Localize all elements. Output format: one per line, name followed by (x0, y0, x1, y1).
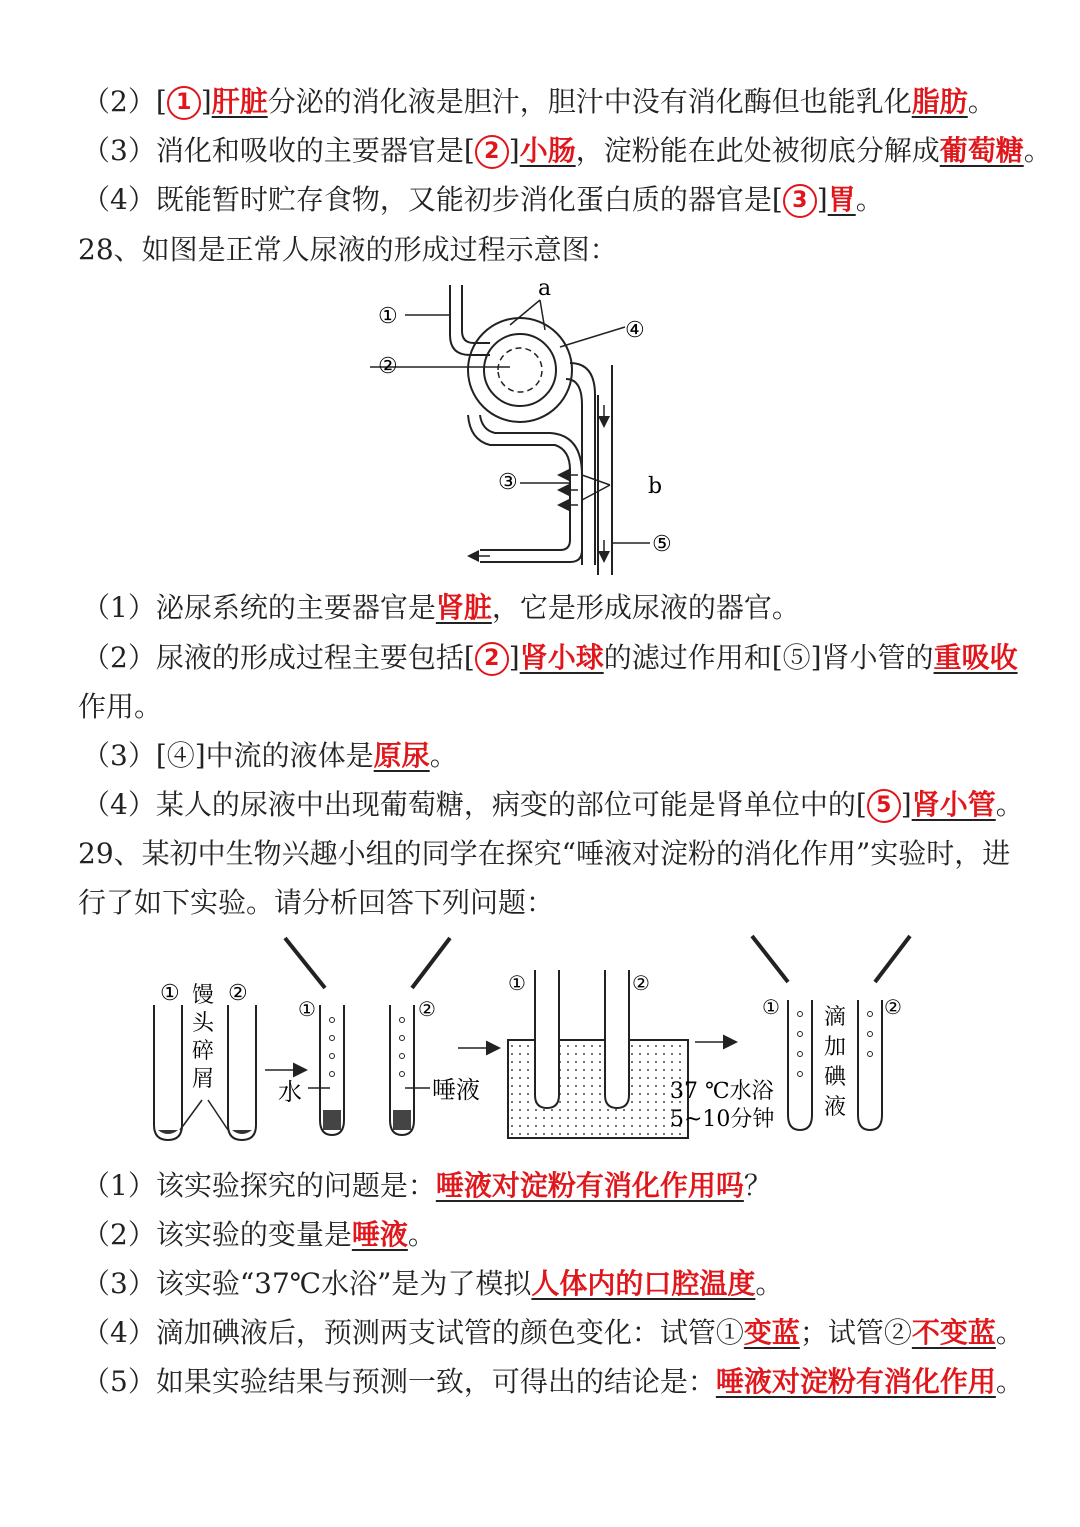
text: （3）消化和吸收的主要器官是[ (82, 134, 475, 167)
answer: 重吸收 (933, 641, 1018, 674)
stage1-tube-2: ② (228, 981, 248, 1006)
q28-line-1 (82, 590, 800, 626)
q29-line-1 (82, 1168, 772, 1204)
answer: 肾小管 (911, 788, 996, 821)
answer: 肾小球 (519, 641, 604, 674)
answer-number: 2 (475, 642, 509, 676)
stage2-tube-2: ② (418, 997, 436, 1021)
label-2: ② (378, 354, 398, 379)
text: （4）滴加碘液后，预测两支试管的颜色变化：试管① (82, 1316, 744, 1349)
stage3-tube-1: ① (508, 971, 526, 995)
answer-number: 2 (475, 135, 509, 169)
text: ] (816, 183, 828, 216)
text: 。 (429, 739, 458, 772)
q27-line-4 (82, 182, 884, 218)
answer: 肝脏 (211, 85, 268, 118)
mantou-2: 头 (192, 1011, 215, 1036)
stage1-tube-1: ① (160, 981, 180, 1006)
answer: 原尿 (373, 739, 430, 772)
water-label: 水 (278, 1078, 302, 1106)
text: ] (900, 788, 912, 821)
answer: 唾液 (351, 1218, 408, 1251)
text: 。 (995, 788, 1024, 821)
iodine-1: 滴 (824, 1005, 847, 1030)
q27-line-2 (82, 84, 996, 120)
text: （1）泌尿系统的主要器官是 (82, 591, 436, 624)
text: 。 (967, 85, 996, 118)
iodine-3: 碘 (824, 1065, 847, 1090)
text: （2）尿液的形成过程主要包括[ (82, 641, 475, 674)
q28-line-4 (82, 787, 1024, 823)
answer-number: 5 (867, 789, 901, 823)
q29-line-4 (82, 1315, 1024, 1351)
text: （1）该实验探究的问题是： (82, 1169, 436, 1202)
mantou-3: 碎 (192, 1039, 215, 1064)
nephron-diagram (370, 275, 690, 585)
experiment-diagram (140, 930, 930, 1150)
text: 。 (407, 1218, 436, 1251)
answer: 唾液对淀粉有消化作用 (715, 1365, 996, 1398)
text: （4）某人的尿液中出现葡萄糖，病变的部位可能是肾单位中的[ (82, 788, 867, 821)
text: （5）如果实验结果与预测一致，可得出的结论是： (82, 1365, 716, 1398)
label-5: ⑤ (652, 532, 672, 557)
label-a: a (538, 276, 552, 301)
q28-line-2 (82, 640, 1018, 676)
text: ，它是形成尿液的器官。 (491, 591, 800, 624)
stage4-tube-2: ② (884, 995, 902, 1019)
text: ，淀粉能在此处被彻底分解成 (575, 134, 940, 167)
answer: 小肠 (519, 134, 576, 167)
answer: 人体内的口腔温度 (531, 1267, 756, 1300)
label-1: ① (378, 304, 398, 329)
q29-title-1: 29、某初中生物兴趣小组的同学在探究“唾液对淀粉的消化作用”实验时，进 (78, 837, 1011, 870)
answer: 胃 (827, 183, 856, 216)
text: （2）该实验的变量是 (82, 1218, 352, 1251)
text: 的滤过作用和[⑤]肾小管的 (603, 641, 934, 674)
stage3-tube-2: ② (632, 971, 650, 995)
q28-line-2b: 作用。 (78, 690, 163, 723)
text: 。 (995, 1316, 1024, 1349)
q28-title: 28、如图是正常人尿液的形成过程示意图： (78, 233, 618, 266)
text: （3）该实验“37℃水浴”是为了模拟 (82, 1267, 532, 1300)
text: ；试管② (799, 1316, 912, 1349)
text: 。 (755, 1267, 784, 1300)
q29-title-2: 行了如下实验。请分析回答下列问题： (78, 886, 555, 919)
text: 。 (995, 1365, 1024, 1398)
bath-time: 5~10分钟 (670, 1107, 775, 1132)
q29-line-2 (82, 1217, 436, 1253)
label-b: b (648, 474, 663, 499)
q29-line-5 (82, 1364, 1024, 1400)
text: （3）[④]中流的液体是 (82, 739, 374, 772)
answer: 不变蓝 (911, 1316, 996, 1349)
answer-number: 3 (783, 184, 817, 218)
answer: 葡萄糖 (939, 134, 1024, 167)
text: ？ (743, 1169, 772, 1202)
bath-temp: 37 ℃水浴 (670, 1079, 774, 1104)
stage2-tube-1: ① (298, 997, 316, 1021)
q29-line-3 (82, 1266, 783, 1302)
answer: 变蓝 (743, 1316, 800, 1349)
text: ] (508, 134, 520, 167)
stage4-tube-1: ① (762, 995, 780, 1019)
q27-line-3 (82, 133, 1052, 169)
text: 。 (1023, 134, 1052, 167)
iodine-2: 加 (824, 1035, 847, 1060)
answer: 唾液对淀粉有消化作用吗 (435, 1169, 744, 1202)
saliva-label: 唾液 (432, 1076, 480, 1104)
label-3: ③ (498, 470, 518, 495)
q28-line-3 (82, 738, 458, 774)
iodine-4: 液 (824, 1095, 847, 1120)
answer: 肾脏 (435, 591, 492, 624)
answer: 脂肪 (911, 85, 968, 118)
text: 。 (855, 183, 884, 216)
text: ] (508, 641, 520, 674)
text: ] (200, 85, 212, 118)
text: （2）[ (82, 85, 167, 118)
answer-number: 1 (167, 86, 201, 120)
text: （4）既能暂时贮存食物，又能初步消化蛋白质的器官是[ (82, 183, 783, 216)
label-4: ④ (625, 318, 645, 343)
mantou-4: 屑 (192, 1067, 215, 1092)
text: 分泌的消化液是胆汁，胆汁中没有消化酶但也能乳化 (267, 85, 912, 118)
mantou-1: 馒 (192, 983, 215, 1008)
